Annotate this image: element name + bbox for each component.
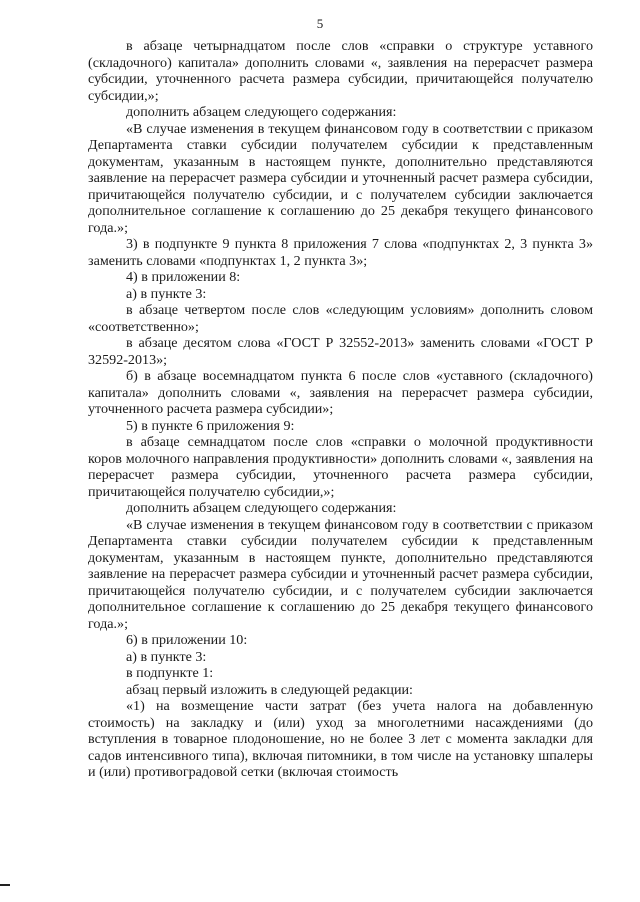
paragraph: в подпункте 1:: [126, 665, 214, 681]
paragraph: в абзаце семнадцатом после слов «справки о молочной продуктивности коров молочного направления продуктивности» дополнить словами «, заявления на перерасчет размера субсидии, уточненного расчета размера субсидии, причитающейся получателю субсидии,»;: [88, 434, 593, 500]
paragraph: «В случае изменения в текущем финансовом году в соответствии с приказом Департамента ставки субсидии получателем субсидии к представленным документам, указанным в настоящем пункте, дополнительно представляются заявление на перерасчет размера субсидии и уточненный расчет размера субсидии, причитающейся получателю субсидии, и с получателем субсидии заключается дополнительное соглашение к соглашению до 25 декабря текущего финансового года.»;: [88, 120, 593, 236]
paragraph: в абзаце десятом слова «ГОСТ Р 32552-2013» заменить словами «ГОСТ Р 32592-2013»;: [88, 335, 593, 368]
paragraph: б) в абзаце восемнадцатом пункта 6 после слов «уставного (складочного) капитала» дополнить словами «, заявления на перерасчет размера субсидии, уточненного расчета размера субсидии»;: [88, 368, 593, 417]
paragraph: «1) на возмещение части затрат (без учета налога на добавленную стоимость) на закладку и (или) уход за многолетними насаждениями (до вступления в товарное плодоношение, но не более 3 лет с момента закладки для садов интенсивного типа), включая питомники, в том числе на установку шпалеры и (или) противоградовой сетки (включая стоимость: [88, 698, 593, 780]
page-number: 5: [316, 16, 324, 31]
paragraph: «В случае изменения в текущем финансовом году в соответствии с приказом Департамента ставки субсидии получателем субсидии к представленным документам, указанным в настоящем пункте, дополнительно представляются заявление на перерасчет размера субсидии и уточненный расчет размера субсидии, причитающейся получателю субсидии, и с получателем субсидии заключается дополнительное соглашение к соглашению до 25 декабря текущего финансового года.»;: [88, 516, 593, 632]
paragraph: в абзаце четвертом после слов «следующим условиям» дополнить словом «соответственно»;: [88, 302, 593, 335]
paragraph: абзац первый изложить в следующей редакции:: [126, 681, 413, 698]
paragraph: 6) в приложении 10:: [126, 632, 248, 648]
paragraph: в абзаце четырнадцатом после слов «справки о структуре уставного (складочного) капитала» дополнить словами «, заявления на перерасчет размера субсидии, уточненного расчета размера субсидии, причитающейся получателю субсидии,»;: [88, 38, 593, 104]
paragraph: дополнить абзацем следующего содержания:: [126, 500, 397, 516]
paragraph: дополнить абзацем следующего содержания:: [126, 104, 397, 120]
paragraph: 5) в пункте 6 приложения 9:: [126, 417, 295, 434]
paragraph: а) в пункте 3:: [126, 285, 207, 302]
margin-mark: [0, 884, 10, 886]
paragraph: 3) в подпункте 9 пункта 8 приложения 7 слова «подпунктах 2, 3 пункта 3» заменить словами «подпунктах 1, 2 пункта 3»;: [88, 236, 593, 269]
paragraph: а) в пункте 3:: [126, 648, 207, 665]
paragraph: 4) в приложении 8:: [126, 269, 241, 285]
document-body: [88, 38, 593, 781]
